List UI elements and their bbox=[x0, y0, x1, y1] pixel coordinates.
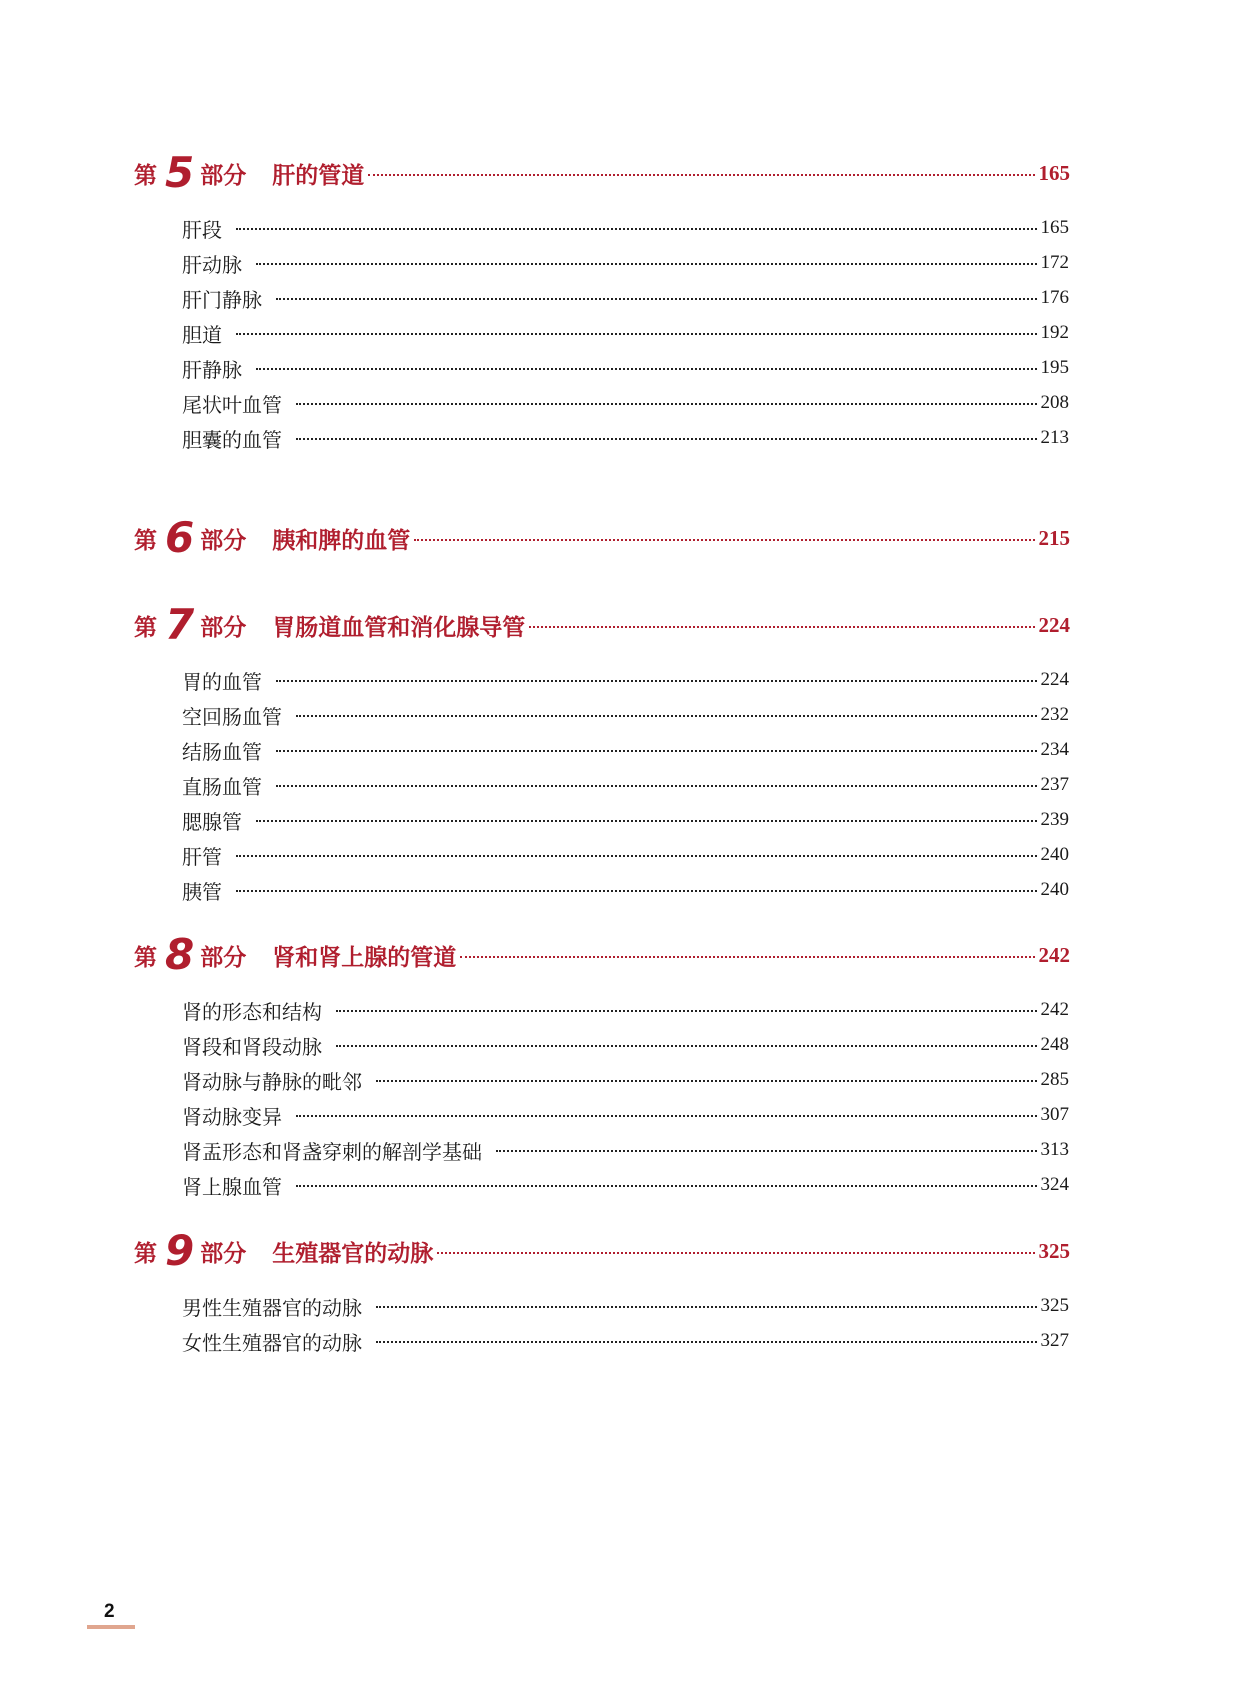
dot-leader bbox=[296, 1185, 1037, 1187]
toc-entry[interactable] bbox=[182, 213, 1069, 243]
entry-title: 胃的血管 bbox=[182, 669, 262, 694]
part-prefix: 第 bbox=[134, 1239, 157, 1267]
toc-entry[interactable] bbox=[182, 1100, 1069, 1130]
dot-leader bbox=[296, 715, 1037, 717]
entry-page-number: 240 bbox=[1040, 844, 1069, 865]
dot-leader bbox=[336, 1010, 1037, 1012]
dot-leader bbox=[496, 1150, 1037, 1152]
part-number: 9 bbox=[165, 1226, 195, 1275]
entry-page-number: 224 bbox=[1040, 669, 1069, 690]
entry-page-number: 242 bbox=[1040, 999, 1069, 1020]
entry-title: 空回肠血管 bbox=[182, 704, 282, 729]
entry-title: 肾动脉变异 bbox=[182, 1104, 282, 1129]
toc-entry[interactable] bbox=[182, 1291, 1069, 1321]
dot-leader bbox=[296, 438, 1037, 440]
page-number: 2 bbox=[104, 1601, 115, 1622]
entry-page-number: 307 bbox=[1040, 1104, 1069, 1125]
dot-leader bbox=[276, 680, 1037, 682]
dot-leader bbox=[256, 820, 1037, 822]
toc-entry[interactable] bbox=[182, 1326, 1069, 1356]
entry-title: 胰管 bbox=[182, 879, 222, 904]
part-number: 7 bbox=[165, 600, 195, 649]
entry-page-number: 192 bbox=[1040, 322, 1069, 343]
entry-title: 肾的形态和结构 bbox=[182, 999, 322, 1024]
entry-title: 肝静脉 bbox=[182, 357, 242, 382]
part-title: 肾和肾上腺的管道 bbox=[272, 943, 457, 971]
part-heading[interactable] bbox=[134, 602, 1070, 648]
dot-leader bbox=[276, 298, 1037, 300]
entry-page-number: 325 bbox=[1040, 1295, 1069, 1316]
part-prefix: 第 bbox=[134, 613, 157, 641]
entry-page-number: 327 bbox=[1040, 1330, 1069, 1351]
entry-title: 女性生殖器官的动脉 bbox=[182, 1330, 362, 1355]
part-page-number: 242 bbox=[1038, 942, 1070, 967]
part-suffix: 部分 bbox=[200, 1239, 247, 1267]
toc-entry[interactable] bbox=[182, 423, 1069, 453]
part-heading[interactable] bbox=[134, 932, 1070, 978]
dot-leader bbox=[276, 785, 1037, 787]
entry-page-number: 232 bbox=[1040, 704, 1069, 725]
dot-leader bbox=[414, 539, 1034, 541]
dot-leader bbox=[256, 263, 1037, 265]
entry-title: 腮腺管 bbox=[182, 809, 242, 834]
entry-page-number: 208 bbox=[1040, 392, 1069, 413]
entry-page-number: 285 bbox=[1040, 1069, 1069, 1090]
entry-title: 肾段和肾段动脉 bbox=[182, 1034, 322, 1059]
toc-entry[interactable] bbox=[182, 1065, 1069, 1095]
part-page-number: 224 bbox=[1038, 612, 1070, 637]
entry-title: 肝动脉 bbox=[182, 252, 242, 277]
entry-title: 胆囊的血管 bbox=[182, 427, 282, 452]
entry-page-number: 240 bbox=[1040, 879, 1069, 900]
entry-page-number: 248 bbox=[1040, 1034, 1069, 1055]
toc-entry[interactable] bbox=[182, 770, 1069, 800]
entry-page-number: 165 bbox=[1040, 217, 1069, 238]
footer-bar bbox=[87, 1625, 135, 1629]
part-title: 生殖器官的动脉 bbox=[272, 1239, 434, 1267]
entry-page-number: 176 bbox=[1040, 287, 1069, 308]
part-number: 8 bbox=[165, 930, 195, 979]
toc-entry[interactable] bbox=[182, 665, 1069, 695]
dot-leader bbox=[296, 1115, 1037, 1117]
entry-page-number: 239 bbox=[1040, 809, 1069, 830]
toc-entry[interactable] bbox=[182, 1135, 1069, 1165]
part-suffix: 部分 bbox=[200, 613, 247, 641]
dot-leader bbox=[529, 626, 1034, 628]
dot-leader bbox=[376, 1080, 1037, 1082]
toc-entry[interactable] bbox=[182, 388, 1069, 418]
part-suffix: 部分 bbox=[200, 161, 247, 189]
toc-entry[interactable] bbox=[182, 875, 1069, 905]
dot-leader bbox=[376, 1306, 1037, 1308]
part-page-number: 325 bbox=[1038, 1238, 1070, 1263]
entry-title: 胆道 bbox=[182, 322, 222, 347]
part-prefix: 第 bbox=[134, 526, 157, 554]
dot-leader bbox=[336, 1045, 1037, 1047]
entry-title: 尾状叶血管 bbox=[182, 392, 282, 417]
part-title: 胰和脾的血管 bbox=[272, 526, 411, 554]
part-title: 肝的管道 bbox=[272, 161, 365, 189]
part-heading[interactable] bbox=[134, 150, 1070, 196]
dot-leader bbox=[276, 750, 1037, 752]
part-suffix: 部分 bbox=[200, 526, 247, 554]
toc-entry[interactable] bbox=[182, 1170, 1069, 1200]
part-suffix: 部分 bbox=[200, 943, 247, 971]
dot-leader bbox=[256, 368, 1037, 370]
dot-leader bbox=[368, 174, 1034, 176]
toc-entry[interactable] bbox=[182, 840, 1069, 870]
dot-leader bbox=[236, 890, 1037, 892]
part-title: 胃肠道血管和消化腺导管 bbox=[272, 613, 526, 641]
entry-page-number: 172 bbox=[1040, 252, 1069, 273]
entry-page-number: 195 bbox=[1040, 357, 1069, 378]
part-number: 5 bbox=[165, 148, 195, 197]
part-prefix: 第 bbox=[134, 943, 157, 971]
toc-entry[interactable] bbox=[182, 318, 1069, 348]
toc-entry[interactable] bbox=[182, 1030, 1069, 1060]
dot-leader bbox=[437, 1252, 1034, 1254]
part-page-number: 215 bbox=[1038, 525, 1070, 550]
entry-title: 肾盂形态和肾盏穿刺的解剖学基础 bbox=[182, 1139, 482, 1164]
part-prefix: 第 bbox=[134, 161, 157, 189]
dot-leader bbox=[296, 403, 1037, 405]
entry-title: 肝管 bbox=[182, 844, 222, 869]
entry-page-number: 213 bbox=[1040, 427, 1069, 448]
part-heading[interactable] bbox=[134, 1228, 1070, 1274]
entry-page-number: 313 bbox=[1040, 1139, 1069, 1160]
entry-page-number: 324 bbox=[1040, 1174, 1069, 1195]
dot-leader bbox=[236, 333, 1037, 335]
dot-leader bbox=[236, 228, 1037, 230]
entry-page-number: 237 bbox=[1040, 774, 1069, 795]
toc-entry[interactable] bbox=[182, 353, 1069, 383]
entry-title: 肾上腺血管 bbox=[182, 1174, 282, 1199]
part-page-number: 165 bbox=[1038, 160, 1070, 185]
entry-title: 肝段 bbox=[182, 217, 222, 242]
part-number: 6 bbox=[165, 513, 195, 562]
dot-leader bbox=[460, 956, 1034, 958]
toc-entry[interactable] bbox=[182, 995, 1069, 1025]
entry-page-number: 234 bbox=[1040, 739, 1069, 760]
entry-title: 男性生殖器官的动脉 bbox=[182, 1295, 362, 1320]
part-heading[interactable] bbox=[134, 515, 1070, 561]
dot-leader bbox=[236, 855, 1037, 857]
toc-entry[interactable] bbox=[182, 735, 1069, 765]
toc-entry[interactable] bbox=[182, 248, 1069, 278]
entry-title: 直肠血管 bbox=[182, 774, 262, 799]
entry-title: 结肠血管 bbox=[182, 739, 262, 764]
dot-leader bbox=[376, 1341, 1037, 1343]
toc-entry[interactable] bbox=[182, 805, 1069, 835]
toc-entry[interactable] bbox=[182, 700, 1069, 730]
toc-entry[interactable] bbox=[182, 283, 1069, 313]
entry-title: 肝门静脉 bbox=[182, 287, 262, 312]
entry-title: 肾动脉与静脉的毗邻 bbox=[182, 1069, 362, 1094]
